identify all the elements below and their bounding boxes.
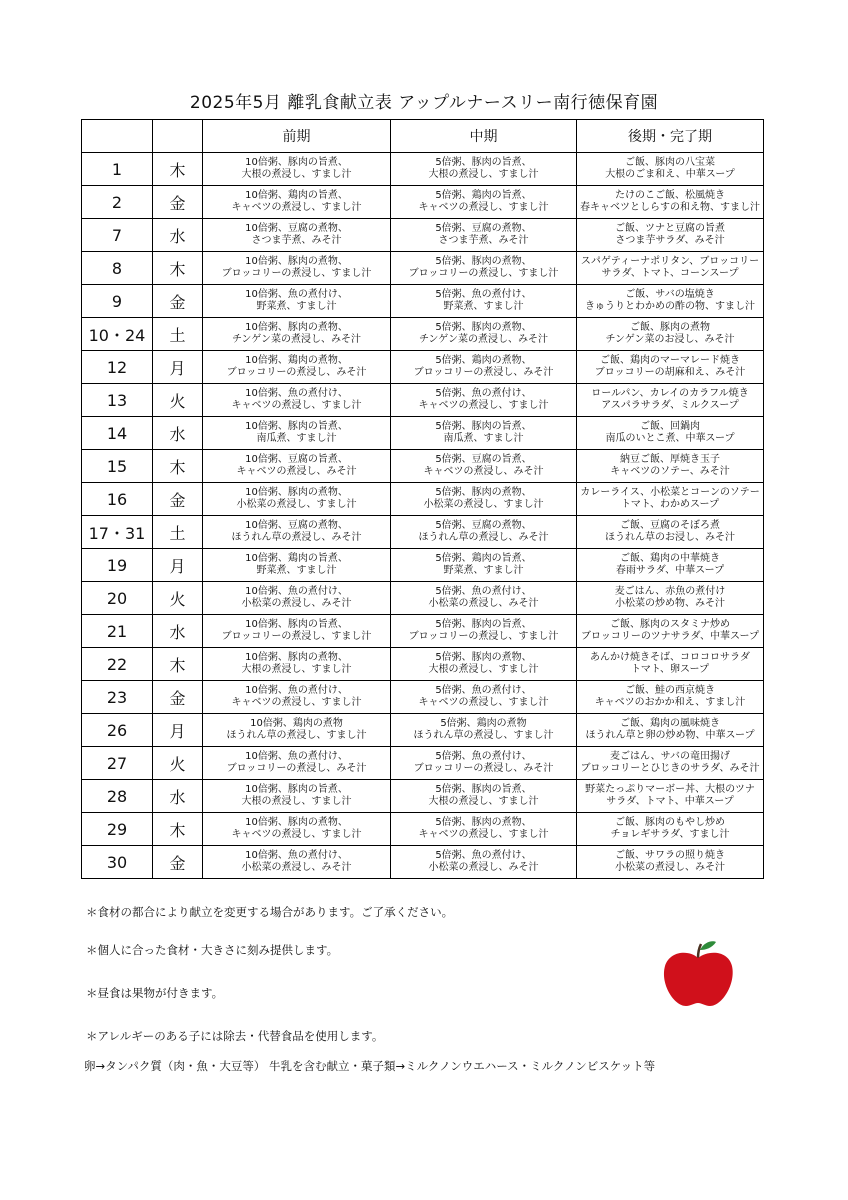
day-cell: 火 bbox=[153, 384, 203, 417]
meal-line: 10倍粥、豚肉の旨煮、 bbox=[245, 784, 348, 795]
meal-line: 10倍粥、豚肉の旨煮、 bbox=[245, 421, 348, 432]
meal-line: 小松菜の煮浸し、すまし汁 bbox=[423, 499, 544, 510]
date-cell: 28 bbox=[82, 780, 153, 813]
meal-line: ブロッコリーの煮浸し、すまし汁 bbox=[221, 268, 372, 279]
apple-leaf bbox=[700, 941, 716, 950]
header-row bbox=[82, 120, 764, 153]
meal-line: 10倍粥、鶏肉の煮物 bbox=[250, 718, 343, 729]
mid-meal-cell bbox=[391, 318, 577, 351]
late-meal-cell bbox=[577, 846, 764, 879]
meal-line: 大根の煮浸し、すまし汁 bbox=[428, 664, 539, 675]
meal-line: ご飯、豚肉の八宝菜 bbox=[625, 157, 715, 168]
day-cell: 水 bbox=[153, 219, 203, 252]
meal-line: 春キャベツとしらすの和え物、すまし汁 bbox=[580, 202, 760, 213]
meal-line: 10倍粥、豆腐の煮物、 bbox=[245, 520, 348, 531]
meal-line: ほうれん草の煮浸し、みそ汁 bbox=[231, 532, 362, 543]
meal-line: 5倍粥、魚の煮付け、 bbox=[435, 289, 532, 300]
meal-line: 納豆ご飯、厚焼き玉子 bbox=[620, 454, 720, 465]
mid-meal-cell bbox=[391, 153, 577, 186]
meal-line: ブロッコリーの煮浸し、みそ汁 bbox=[413, 763, 554, 774]
menu-row bbox=[82, 351, 764, 384]
menu-row bbox=[82, 450, 764, 483]
meal-line: 5倍粥、豚肉の旨煮、 bbox=[435, 784, 532, 795]
meal-line: たけのこご飯、松風焼き bbox=[615, 190, 725, 201]
menu-row bbox=[82, 648, 764, 681]
date-cell: 13 bbox=[82, 384, 153, 417]
meal-line: 小松菜の煮浸し、すまし汁 bbox=[236, 499, 357, 510]
meal-line: 麦ごはん、赤魚の煮付け bbox=[614, 586, 726, 597]
early-meal-cell bbox=[203, 219, 391, 252]
meal-line: 野菜たっぷりマーボー丼、大根のツナ bbox=[585, 784, 755, 795]
meal-line: ご飯、鶏肉の風味焼き bbox=[620, 718, 720, 729]
menu-row bbox=[82, 153, 764, 186]
header-date bbox=[82, 120, 153, 153]
meal-line: 野菜煮、すまし汁 bbox=[256, 565, 337, 576]
menu-row bbox=[82, 318, 764, 351]
meal-line: 5倍粥、魚の煮付け、 bbox=[435, 751, 532, 762]
day-cell: 水 bbox=[153, 615, 203, 648]
meal-line: ほうれん草と卵の炒め物、中華スープ bbox=[585, 730, 755, 741]
meal-line: 10倍粥、魚の煮付け、 bbox=[245, 586, 348, 597]
meal-line: 野菜煮、すまし汁 bbox=[443, 301, 524, 312]
meal-line: キャベツの煮浸し、すまし汁 bbox=[418, 697, 549, 708]
meal-line: 麦ごはん、サバの竜田揚げ bbox=[610, 751, 730, 762]
mid-meal-cell bbox=[391, 846, 577, 879]
meal-line: 大根の煮浸し、すまし汁 bbox=[241, 169, 352, 180]
date-cell: 7 bbox=[82, 219, 153, 252]
menu-row bbox=[82, 615, 764, 648]
day-cell: 木 bbox=[153, 252, 203, 285]
early-meal-cell bbox=[203, 780, 391, 813]
meal-line: 小松菜の煮浸し、みそ汁 bbox=[428, 598, 539, 609]
meal-line: ほうれん草の煮浸し、すまし汁 bbox=[226, 730, 367, 741]
late-meal-cell bbox=[577, 285, 764, 318]
menu-row bbox=[82, 219, 764, 252]
mid-meal-cell bbox=[391, 450, 577, 483]
meal-line: ブロッコリーの煮浸し、みそ汁 bbox=[226, 367, 367, 378]
late-meal-cell bbox=[577, 714, 764, 747]
meal-line: 10倍粥、魚の煮付け、 bbox=[245, 388, 348, 399]
meal-line: 南瓜のいとこ煮、中華スープ bbox=[605, 433, 735, 444]
early-meal-cell bbox=[203, 549, 391, 582]
date-cell: 10・24 bbox=[82, 318, 153, 351]
day-cell: 水 bbox=[153, 780, 203, 813]
meal-line: ブロッコリーの煮浸し、すまし汁 bbox=[408, 631, 559, 642]
meal-line: キャベツの煮浸し、すまし汁 bbox=[418, 400, 549, 411]
meal-line: ロールパン、カレイのカラフル焼き bbox=[591, 388, 749, 399]
meal-line: 10倍粥、鶏肉の旨煮、 bbox=[245, 553, 348, 564]
apple-body bbox=[664, 953, 733, 1006]
header-middle-stage: 中期 bbox=[391, 120, 577, 153]
early-meal-cell bbox=[203, 186, 391, 219]
date-cell: 16 bbox=[82, 483, 153, 516]
menu-row bbox=[82, 813, 764, 846]
date-cell: 23 bbox=[82, 681, 153, 714]
mid-meal-cell bbox=[391, 186, 577, 219]
date-cell: 27 bbox=[82, 747, 153, 780]
meal-line: キャベツの煮浸し、すまし汁 bbox=[231, 400, 362, 411]
early-meal-cell bbox=[203, 252, 391, 285]
header-late-stage: 後期・完了期 bbox=[577, 120, 764, 153]
late-meal-cell bbox=[577, 153, 764, 186]
meal-line: 5倍粥、豚肉の煮物、 bbox=[435, 817, 532, 828]
date-cell: 2 bbox=[82, 186, 153, 219]
early-meal-cell bbox=[203, 285, 391, 318]
mid-meal-cell bbox=[391, 780, 577, 813]
late-meal-cell bbox=[577, 483, 764, 516]
meal-line: 5倍粥、豚肉の旨煮、 bbox=[435, 619, 532, 630]
menu-row bbox=[82, 483, 764, 516]
day-cell: 木 bbox=[153, 153, 203, 186]
late-meal-cell bbox=[577, 813, 764, 846]
apple-stem bbox=[698, 944, 701, 958]
date-cell: 15 bbox=[82, 450, 153, 483]
mid-meal-cell bbox=[391, 813, 577, 846]
early-meal-cell bbox=[203, 351, 391, 384]
date-cell: 12 bbox=[82, 351, 153, 384]
meal-line: 5倍粥、豚肉の煮物、 bbox=[435, 652, 532, 663]
meal-line: 10倍粥、豆腐の旨煮、 bbox=[245, 454, 348, 465]
meal-line: 5倍粥、豚肉の煮物、 bbox=[435, 487, 532, 498]
meal-line: 野菜煮、すまし汁 bbox=[443, 565, 524, 576]
late-meal-cell bbox=[577, 219, 764, 252]
meal-line: キャベツの煮浸し、すまし汁 bbox=[231, 697, 362, 708]
late-meal-cell bbox=[577, 450, 764, 483]
early-meal-cell bbox=[203, 681, 391, 714]
meal-line: さつま芋サラダ、みそ汁 bbox=[615, 235, 725, 246]
meal-line: ほうれん草の煮浸し、みそ汁 bbox=[418, 532, 549, 543]
late-meal-cell bbox=[577, 582, 764, 615]
meal-line: ご飯、サワラの照り焼き bbox=[615, 850, 725, 861]
meal-line: 南瓜煮、すまし汁 bbox=[443, 433, 524, 444]
menu-row bbox=[82, 417, 764, 450]
meal-line: ほうれん草の煮浸し、すまし汁 bbox=[413, 730, 554, 741]
meal-line: 5倍粥、鶏肉の旨煮、 bbox=[435, 553, 532, 564]
meal-line: 小松菜の炒め物、みそ汁 bbox=[615, 598, 725, 609]
menu-row bbox=[82, 714, 764, 747]
meal-line: ご飯、サバの塩焼き bbox=[625, 289, 715, 300]
apple-icon bbox=[660, 938, 738, 1010]
mid-meal-cell bbox=[391, 582, 577, 615]
day-cell: 木 bbox=[153, 648, 203, 681]
meal-line: キャベツの煮浸し、すまし汁 bbox=[231, 829, 362, 840]
day-cell: 水 bbox=[153, 417, 203, 450]
meal-line: 10倍粥、豚肉の煮物、 bbox=[245, 322, 348, 333]
day-cell: 月 bbox=[153, 714, 203, 747]
early-meal-cell bbox=[203, 714, 391, 747]
mid-meal-cell bbox=[391, 681, 577, 714]
meal-line: さつま芋煮、みそ汁 bbox=[251, 235, 342, 246]
early-meal-cell bbox=[203, 615, 391, 648]
meal-line: ご飯、豆腐のそぼろ煮 bbox=[620, 520, 720, 531]
meal-line: 南瓜煮、すまし汁 bbox=[256, 433, 337, 444]
menu-row bbox=[82, 780, 764, 813]
late-meal-cell bbox=[577, 516, 764, 549]
menu-row bbox=[82, 516, 764, 549]
meal-line: 大根の煮浸し、すまし汁 bbox=[241, 664, 352, 675]
late-meal-cell bbox=[577, 417, 764, 450]
late-meal-cell bbox=[577, 318, 764, 351]
meal-line: ブロッコリーとひじきのサラダ、みそ汁 bbox=[580, 763, 760, 774]
late-meal-cell bbox=[577, 681, 764, 714]
early-meal-cell bbox=[203, 450, 391, 483]
meal-line: あんかけ焼きそば、コロコロサラダ bbox=[590, 652, 750, 663]
mid-meal-cell bbox=[391, 483, 577, 516]
meal-line: チョレギサラダ、すまし汁 bbox=[610, 829, 730, 840]
menu-row bbox=[82, 549, 764, 582]
early-meal-cell bbox=[203, 153, 391, 186]
meal-line: ブロッコリーの胡麻和え、みそ汁 bbox=[594, 367, 746, 378]
meal-line: ご飯、豚肉の煮物 bbox=[630, 322, 710, 333]
meal-line: チンゲン菜の煮浸し、みそ汁 bbox=[418, 334, 549, 345]
meal-line: キャベツの煮浸し、すまし汁 bbox=[418, 202, 549, 213]
date-cell: 19 bbox=[82, 549, 153, 582]
date-cell: 30 bbox=[82, 846, 153, 879]
day-cell: 火 bbox=[153, 582, 203, 615]
date-cell: 26 bbox=[82, 714, 153, 747]
meal-line: ブロッコリーの煮浸し、みそ汁 bbox=[413, 367, 554, 378]
meal-line: 10倍粥、豚肉の旨煮、 bbox=[245, 157, 348, 168]
menu-table bbox=[81, 119, 764, 879]
meal-line: 5倍粥、豆腐の旨煮、 bbox=[435, 454, 532, 465]
meal-line: トマト、わかめスープ bbox=[620, 499, 720, 510]
meal-line: チンゲン菜の煮浸し、みそ汁 bbox=[231, 334, 362, 345]
menu-row bbox=[82, 747, 764, 780]
meal-line: 10倍粥、魚の煮付け、 bbox=[245, 850, 348, 861]
early-meal-cell bbox=[203, 582, 391, 615]
meal-line: キャベツの煮浸し、すまし汁 bbox=[231, 202, 362, 213]
day-cell: 木 bbox=[153, 450, 203, 483]
meal-line: 10倍粥、鶏肉の旨煮、 bbox=[245, 190, 348, 201]
header-early-stage: 前期 bbox=[203, 120, 391, 153]
meal-line: 5倍粥、鶏肉の煮物、 bbox=[435, 355, 532, 366]
day-cell: 月 bbox=[153, 351, 203, 384]
meal-line: 5倍粥、鶏肉の旨煮、 bbox=[435, 190, 532, 201]
early-meal-cell bbox=[203, 384, 391, 417]
meal-line: サラダ、トマト、中華スープ bbox=[606, 796, 734, 807]
meal-line: ご飯、豚肉のスタミナ炒め bbox=[610, 619, 730, 630]
meal-line: 小松菜の煮浸し、みそ汁 bbox=[615, 862, 725, 873]
date-cell: 17・31 bbox=[82, 516, 153, 549]
meal-line: 10倍粥、魚の煮付け、 bbox=[245, 289, 348, 300]
mid-meal-cell bbox=[391, 285, 577, 318]
menu-row bbox=[82, 186, 764, 219]
meal-line: ご飯、ツナと豆腐の旨煮 bbox=[615, 223, 725, 234]
meal-line: カレーライス、小松菜とコーンのソテー bbox=[580, 487, 760, 498]
meal-line: 5倍粥、豚肉の煮物、 bbox=[435, 322, 532, 333]
mid-meal-cell bbox=[391, 714, 577, 747]
menu-row bbox=[82, 846, 764, 879]
date-cell: 1 bbox=[82, 153, 153, 186]
day-cell: 金 bbox=[153, 285, 203, 318]
menu-row bbox=[82, 582, 764, 615]
meal-line: キャベツの煮浸し、みそ汁 bbox=[423, 466, 544, 477]
day-cell: 金 bbox=[153, 846, 203, 879]
day-cell: 火 bbox=[153, 747, 203, 780]
meal-line: 5倍粥、魚の煮付け、 bbox=[435, 388, 532, 399]
meal-line: 5倍粥、豚肉の煮物、 bbox=[435, 256, 532, 267]
meal-line: ブロッコリーの煮浸し、すまし汁 bbox=[221, 631, 372, 642]
date-cell: 22 bbox=[82, 648, 153, 681]
meal-line: トマト、卵スープ bbox=[630, 664, 710, 675]
meal-line: 5倍粥、魚の煮付け、 bbox=[435, 586, 532, 597]
meal-line: 大根の煮浸し、すまし汁 bbox=[428, 796, 539, 807]
meal-line: 5倍粥、豚肉の旨煮、 bbox=[435, 421, 532, 432]
mid-meal-cell bbox=[391, 516, 577, 549]
day-cell: 金 bbox=[153, 186, 203, 219]
menu-row bbox=[82, 681, 764, 714]
meal-line: ご飯、回鍋肉 bbox=[640, 421, 700, 432]
meal-line: 10倍粥、豚肉の煮物、 bbox=[245, 256, 348, 267]
mid-meal-cell bbox=[391, 648, 577, 681]
meal-line: 小松菜の煮浸し、みそ汁 bbox=[241, 862, 352, 873]
meal-line: 小松菜の煮浸し、みそ汁 bbox=[241, 598, 352, 609]
early-meal-cell bbox=[203, 846, 391, 879]
day-cell: 月 bbox=[153, 549, 203, 582]
meal-line: ブロッコリーのツナサラダ、中華スープ bbox=[581, 631, 759, 642]
meal-line: 野菜煮、すまし汁 bbox=[256, 301, 337, 312]
early-meal-cell bbox=[203, 516, 391, 549]
late-meal-cell bbox=[577, 351, 764, 384]
note-allergy: ＊アレルギーのある子には除去・代替食品を使用します。 bbox=[86, 1029, 384, 1043]
mid-meal-cell bbox=[391, 417, 577, 450]
meal-line: ほうれん草のお浸し、みそ汁 bbox=[605, 532, 735, 543]
date-cell: 14 bbox=[82, 417, 153, 450]
meal-line: キャベツの煮浸し、すまし汁 bbox=[418, 829, 549, 840]
meal-line: 大根の煮浸し、すまし汁 bbox=[428, 169, 539, 180]
early-meal-cell bbox=[203, 747, 391, 780]
menu-body bbox=[82, 153, 764, 879]
note-menu-change: ＊食材の都合により献立を変更する場合があります。ご了承ください。 bbox=[86, 905, 454, 919]
mid-meal-cell bbox=[391, 219, 577, 252]
late-meal-cell bbox=[577, 747, 764, 780]
late-meal-cell bbox=[577, 648, 764, 681]
meal-line: 5倍粥、豆腐の煮物、 bbox=[435, 223, 532, 234]
mid-meal-cell bbox=[391, 351, 577, 384]
mid-meal-cell bbox=[391, 252, 577, 285]
meal-line: ブロッコリーの煮浸し、すまし汁 bbox=[408, 268, 559, 279]
date-cell: 20 bbox=[82, 582, 153, 615]
date-cell: 29 bbox=[82, 813, 153, 846]
day-cell: 金 bbox=[153, 681, 203, 714]
early-meal-cell bbox=[203, 483, 391, 516]
meal-line: ご飯、豚肉のもやし炒め bbox=[615, 817, 725, 828]
menu-row bbox=[82, 384, 764, 417]
late-meal-cell bbox=[577, 780, 764, 813]
meal-line: 10倍粥、豆腐の煮物、 bbox=[245, 223, 348, 234]
meal-line: 10倍粥、豚肉の旨煮、 bbox=[245, 619, 348, 630]
meal-line: ブロッコリーの煮浸し、みそ汁 bbox=[226, 763, 367, 774]
early-meal-cell bbox=[203, 648, 391, 681]
mid-meal-cell bbox=[391, 549, 577, 582]
meal-line: スパゲティーナポリタン、ブロッコリー bbox=[580, 256, 760, 267]
meal-line: 大根のごま和え、中華スープ bbox=[605, 169, 735, 180]
meal-line: 小松菜の煮浸し、みそ汁 bbox=[428, 862, 539, 873]
meal-line: ご飯、鮭の西京焼き bbox=[625, 685, 715, 696]
mid-meal-cell bbox=[391, 747, 577, 780]
meal-line: 10倍粥、豚肉の煮物、 bbox=[245, 817, 348, 828]
menu-row bbox=[82, 252, 764, 285]
note-fruit: ＊昼食は果物が付きます。 bbox=[86, 986, 224, 1000]
meal-line: 10倍粥、鶏肉の煮物、 bbox=[245, 355, 348, 366]
meal-line: 5倍粥、豆腐の煮物、 bbox=[435, 520, 532, 531]
early-meal-cell bbox=[203, 318, 391, 351]
meal-line: 10倍粥、豚肉の煮物、 bbox=[245, 487, 348, 498]
mid-meal-cell bbox=[391, 615, 577, 648]
note-cut-size: ＊個人に合った食材・大きさに刻み提供します。 bbox=[86, 943, 339, 957]
late-meal-cell bbox=[577, 252, 764, 285]
note-substitutes: 卵→タンパク質（肉・魚・大豆等） 牛乳を含む献立・菓子類→ミルクノンウエハース・ミルクノンビスケット等 bbox=[84, 1059, 656, 1073]
meal-line: ご飯、鶏肉の中華焼き bbox=[620, 553, 720, 564]
date-cell: 21 bbox=[82, 615, 153, 648]
day-cell: 土 bbox=[153, 516, 203, 549]
header-day bbox=[153, 120, 203, 153]
day-cell: 金 bbox=[153, 483, 203, 516]
meal-line: チンゲン菜のお浸し、みそ汁 bbox=[605, 334, 735, 345]
meal-line: アスパラサラダ、ミルクスープ bbox=[601, 400, 739, 411]
meal-line: 5倍粥、魚の煮付け、 bbox=[435, 850, 532, 861]
day-cell: 土 bbox=[153, 318, 203, 351]
meal-line: さつま芋煮、みそ汁 bbox=[438, 235, 529, 246]
late-meal-cell bbox=[577, 615, 764, 648]
meal-line: 5倍粥、鶏肉の煮物 bbox=[440, 718, 527, 729]
early-meal-cell bbox=[203, 417, 391, 450]
date-cell: 8 bbox=[82, 252, 153, 285]
meal-line: サラダ、トマト、コーンスープ bbox=[601, 268, 739, 279]
late-meal-cell bbox=[577, 384, 764, 417]
meal-line: 10倍粥、魚の煮付け、 bbox=[245, 685, 348, 696]
meal-line: 10倍粥、魚の煮付け、 bbox=[245, 751, 348, 762]
meal-line: キャベツの煮浸し、みそ汁 bbox=[236, 466, 357, 477]
date-cell: 9 bbox=[82, 285, 153, 318]
meal-line: 5倍粥、魚の煮付け、 bbox=[435, 685, 532, 696]
meal-line: キャベツのソテー、みそ汁 bbox=[610, 466, 730, 477]
meal-line: キャベツのおかか和え、すまし汁 bbox=[594, 697, 746, 708]
late-meal-cell bbox=[577, 186, 764, 219]
meal-line: 大根の煮浸し、すまし汁 bbox=[241, 796, 352, 807]
menu-row bbox=[82, 285, 764, 318]
meal-line: 春雨サラダ、中華スープ bbox=[615, 565, 725, 576]
mid-meal-cell bbox=[391, 384, 577, 417]
late-meal-cell bbox=[577, 549, 764, 582]
meal-line: 10倍粥、豚肉の煮物、 bbox=[245, 652, 348, 663]
day-cell: 木 bbox=[153, 813, 203, 846]
meal-line: ご飯、鶏肉のマーマレード焼き bbox=[600, 355, 740, 366]
early-meal-cell bbox=[203, 813, 391, 846]
meal-line: 5倍粥、豚肉の旨煮、 bbox=[435, 157, 532, 168]
meal-line: きゅうりとわかめの酢の物、すまし汁 bbox=[585, 301, 755, 312]
page-title: 2025年5月 離乳食献立表 アップルナースリー南行徳保育園 bbox=[189, 93, 659, 113]
